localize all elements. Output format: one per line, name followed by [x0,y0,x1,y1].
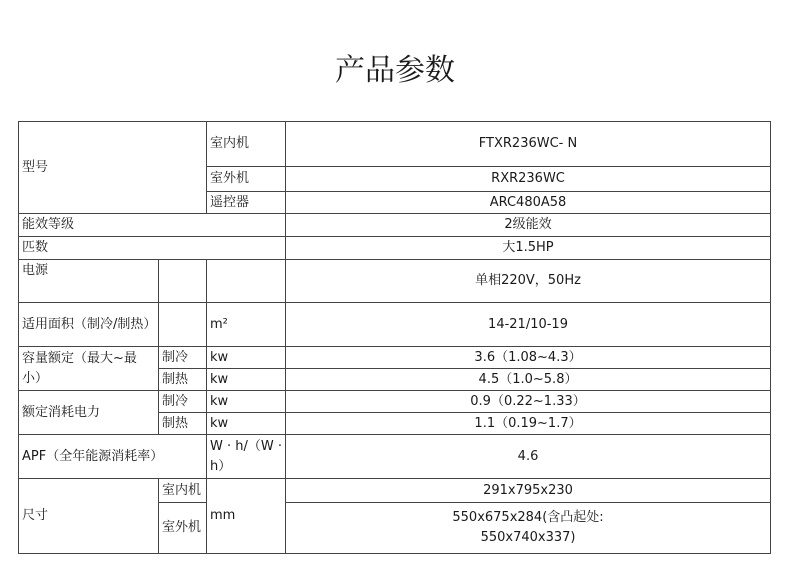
model-indoor-label: 室内机 [207,122,286,167]
model-remote-value: ARC480A58 [286,192,771,214]
model-indoor-value: FTXR236WC- N [286,122,771,167]
table-row-model-indoor [19,122,771,167]
capacity-label: 容量额定（最大~最小） [19,347,159,391]
power-consumption-cool-label: 制冷 [159,391,207,413]
capacity-heat-label: 制热 [159,369,207,391]
table-row-horsepower [19,237,771,260]
power-consumption-cool-value: 0.9（0.22~1.33） [286,391,771,413]
page-title: 产品参数 [335,53,455,88]
table-row-area [19,303,771,347]
efficiency-label: 能效等级 [19,214,286,237]
model-remote-label: 遥控器 [207,192,286,214]
power-consumption-label: 额定消耗电力 [19,391,159,435]
power-consumption-heat-label: 制热 [159,413,207,435]
dimensions-outdoor-value [286,503,771,554]
power-supply-blank-2 [207,260,286,303]
area-unit: m² [207,303,286,347]
power-supply-blank-1 [159,260,207,303]
apf-value: 4.6 [286,435,771,479]
apf-label: APF（全年能源消耗率） [19,435,207,479]
horsepower-label: 匹数 [19,237,286,260]
apf-unit: W · h/（W · h） [207,435,286,479]
table-row-efficiency [19,214,771,237]
dimensions-outdoor-value-line1: 550x675x284(含凸起处: [452,510,604,525]
dimensions-unit: mm [207,479,286,554]
area-blank [159,303,207,347]
table-row-dimensions-indoor [19,479,771,503]
table-row-apf [19,435,771,479]
area-label: 适用面积（制冷/制热） [19,303,159,347]
horsepower-value: 大1.5HP [286,237,771,260]
capacity-cool-unit: kw [207,347,286,369]
table-row-capacity-cool [19,347,771,369]
power-consumption-heat-value: 1.1（0.19~1.7） [286,413,771,435]
capacity-heat-unit: kw [207,369,286,391]
dimensions-indoor-value: 291x795x230 [286,479,771,503]
model-outdoor-value: RXR236WC [286,167,771,192]
capacity-cool-value: 3.6（1.08~4.3） [286,347,771,369]
capacity-cool-label: 制冷 [159,347,207,369]
table-row-power-supply [19,260,771,303]
dimensions-indoor-label: 室内机 [159,479,207,503]
model-label: 型号 [19,122,207,214]
area-value: 14-21/10-19 [286,303,771,347]
power-consumption-heat-unit: kw [207,413,286,435]
capacity-heat-value: 4.5（1.0~5.8） [286,369,771,391]
table-row-power-consumption-cool [19,391,771,413]
efficiency-value: 2级能效 [286,214,771,237]
product-spec-table [18,121,771,554]
power-consumption-cool-unit: kw [207,391,286,413]
dimensions-label: 尺寸 [19,479,159,554]
model-outdoor-label: 室外机 [207,167,286,192]
power-supply-value: 单相220V，50Hz [286,260,771,303]
dimensions-outdoor-label: 室外机 [159,503,207,554]
power-supply-label: 电源 [19,260,159,303]
dimensions-outdoor-value-line2: 550x740x337) [480,530,576,545]
